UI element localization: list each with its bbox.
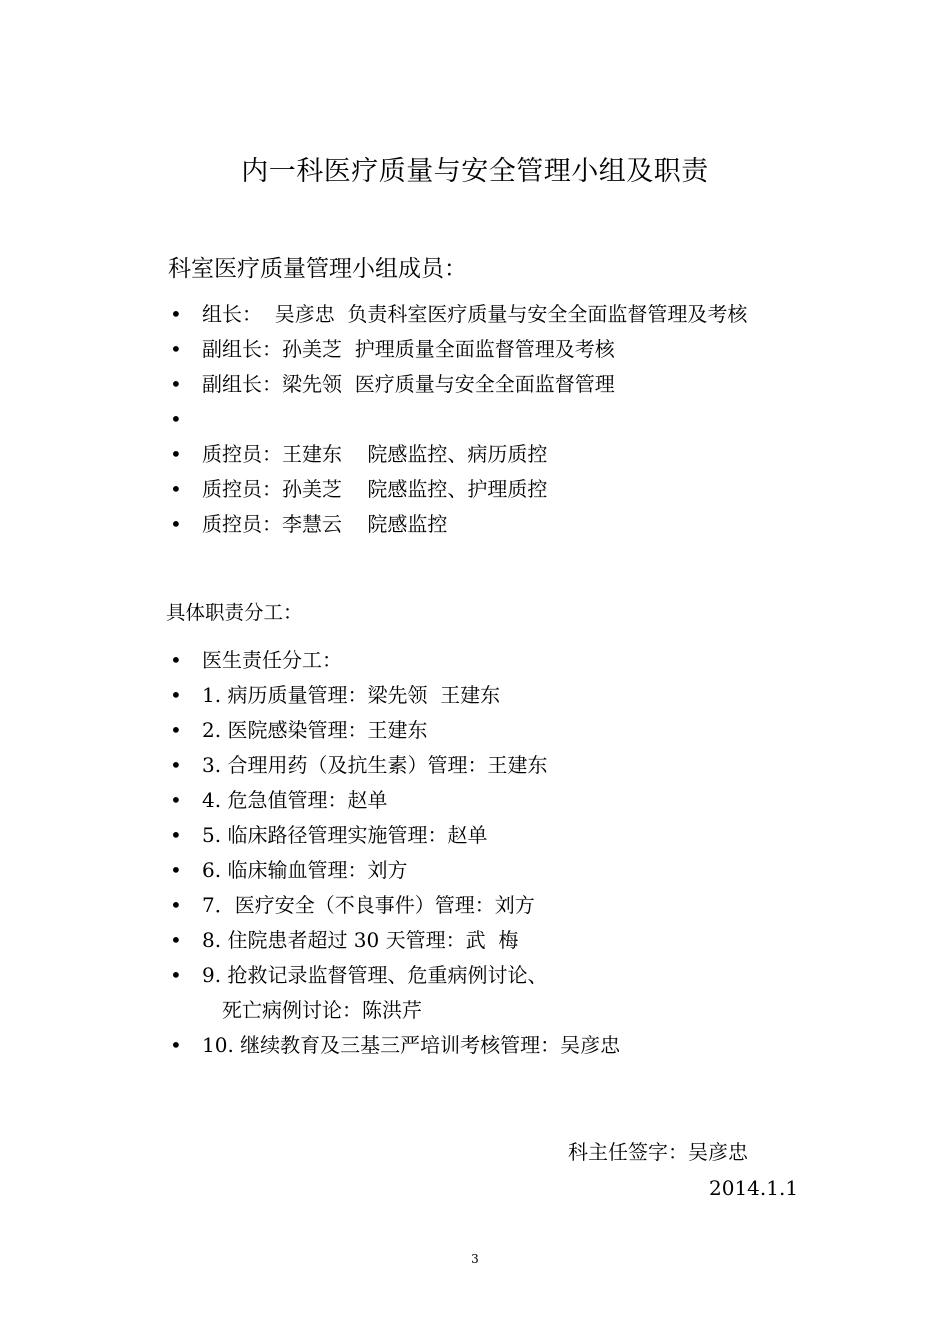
duty-item-text: 3. 合理用药（及抗生素）管理：王建东 xyxy=(202,753,548,777)
page-title: 内一科医疗质量与安全管理小组及职责 xyxy=(241,156,709,187)
duty-item-text: 8. 住院患者超过 30 天管理：武 梅 xyxy=(202,928,519,952)
bullet-icon: • xyxy=(170,648,182,672)
duty-item-text: 2. 医院感染管理：王建东 xyxy=(202,718,428,742)
bullet-icon: • xyxy=(170,407,182,431)
member-item-text: 组长： 吴彦忠 负责科室医疗质量与安全全面监督管理及考核 xyxy=(202,302,748,326)
signature-date: 2014.1.1 xyxy=(709,1176,799,1200)
duty-item-6 xyxy=(170,853,620,888)
member-item-qc-1 xyxy=(170,437,747,472)
bullet-icon: • xyxy=(170,753,182,777)
member-item-empty xyxy=(170,402,747,437)
bullet-icon: • xyxy=(170,442,182,466)
member-item-text: 质控员：李慧云 院感监控 xyxy=(202,512,448,536)
duty-item-text: 5. 临床路径管理实施管理：赵单 xyxy=(202,823,488,847)
duty-item-8 xyxy=(170,923,620,958)
duty-item-10 xyxy=(170,1028,620,1063)
bullet-icon: • xyxy=(170,372,182,396)
duty-item-text: 9. 抢救记录监督管理、危重病例讨论、 xyxy=(202,963,548,987)
member-item-text: 质控员：王建东 院感监控、病历质控 xyxy=(202,442,548,466)
members-list xyxy=(170,297,747,542)
bullet-icon: • xyxy=(170,858,182,882)
members-section-heading: 科室医疗质量管理小组成员： xyxy=(168,256,467,282)
member-item-text: 副组长：孙美芝 护理质量全面监督管理及考核 xyxy=(202,337,615,361)
bullet-icon: • xyxy=(170,823,182,847)
duty-item-9 xyxy=(170,958,620,1028)
duty-item-text: 6. 临床输血管理：刘方 xyxy=(202,858,408,882)
duty-item-text: 医生责任分工： xyxy=(202,648,342,672)
duty-item-7 xyxy=(170,888,620,923)
duty-item-text: 1. 病历质量管理：梁先领 王建东 xyxy=(202,683,501,707)
member-item-qc-2 xyxy=(170,472,747,507)
duties-list xyxy=(170,643,620,1063)
member-item-deputy-leader-1 xyxy=(170,332,747,367)
bullet-icon: • xyxy=(170,893,182,917)
duty-item-3 xyxy=(170,748,620,783)
bullet-icon: • xyxy=(170,1033,182,1057)
member-item-qc-3 xyxy=(170,507,747,542)
director-signature: 科主任签字：吴彦忠 xyxy=(568,1140,748,1164)
page-number: 3 xyxy=(471,1252,479,1266)
duties-section-heading: 具体职责分工： xyxy=(166,601,303,624)
member-item-text: 副组长：梁先领 医疗质量与安全全面监督管理 xyxy=(202,372,615,396)
duty-item-text: 4. 危急值管理：赵单 xyxy=(202,788,388,812)
bullet-icon: • xyxy=(170,683,182,707)
bullet-icon: • xyxy=(170,928,182,952)
duty-item-text: 7．医疗安全（不良事件）管理：刘方 xyxy=(202,893,535,917)
bullet-icon: • xyxy=(170,337,182,361)
member-item-deputy-leader-2 xyxy=(170,367,747,402)
duty-item-1 xyxy=(170,678,620,713)
member-item-text: 质控员：孙美芝 院感监控、护理质控 xyxy=(202,477,548,501)
duty-item-5 xyxy=(170,818,620,853)
bullet-icon: • xyxy=(170,512,182,536)
duty-item-continuation: 死亡病例讨论：陈洪芹 xyxy=(222,998,422,1022)
duty-item-doctor-header xyxy=(170,643,620,678)
bullet-icon: • xyxy=(170,718,182,742)
bullet-icon: • xyxy=(170,477,182,501)
duty-item-4 xyxy=(170,783,620,818)
duty-item-text: 10. 继续教育及三基三严培训考核管理：吴彦忠 xyxy=(202,1033,621,1057)
bullet-icon: • xyxy=(170,302,182,326)
bullet-icon: • xyxy=(170,963,182,987)
bullet-icon: • xyxy=(170,788,182,812)
duty-item-2 xyxy=(170,713,620,748)
member-item-group-leader xyxy=(170,297,747,332)
